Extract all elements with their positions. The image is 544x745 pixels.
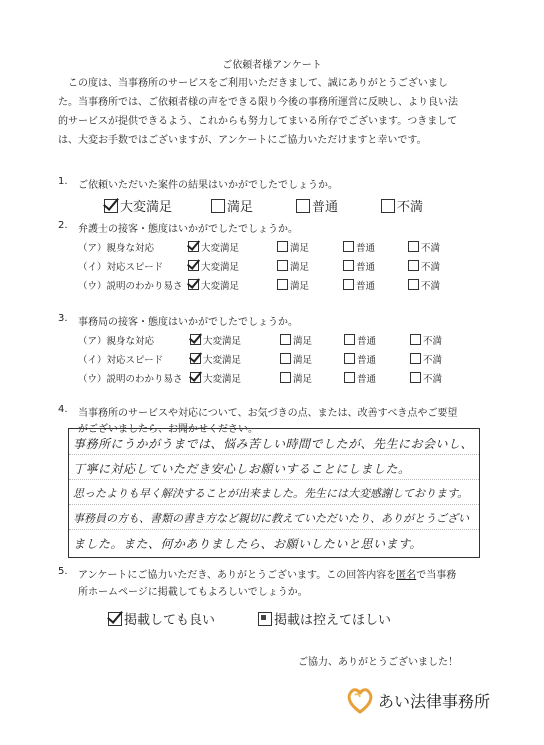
q2-row1-opt3[interactable]: 普通 <box>343 240 375 254</box>
checkbox[interactable] <box>408 260 419 271</box>
q3-row2-opt4[interactable]: 不満 <box>410 352 442 366</box>
q5-text-line1: アンケートにご協力いただき、ありがとうございます。この回答内容を匿名で当事務 <box>78 570 457 581</box>
q2-row3-opt1[interactable]: 大変満足 <box>188 278 239 292</box>
q3-row2-opt1[interactable]: 大変満足 <box>190 352 241 366</box>
q5-option-decline[interactable]: 掲載は控えてほしい <box>258 609 391 628</box>
q2-row2-opt4[interactable]: 不満 <box>408 259 440 273</box>
checkbox[interactable] <box>277 260 288 271</box>
checkbox-checked[interactable] <box>188 279 199 290</box>
q1-option-dissatisfied[interactable]: 不満 <box>381 196 423 215</box>
q3-row3-opt4[interactable]: 不満 <box>410 371 442 385</box>
intro-line: た。当事務所では、ご依頼者様の声をできる限り今後の事務所運営に反映し、より良い法 <box>58 97 458 108</box>
q1-option-normal[interactable]: 普通 <box>296 196 338 215</box>
q3-row3-opt3[interactable]: 普通 <box>344 371 376 385</box>
q3-row-label: （ア）親身な対応 <box>78 336 155 347</box>
q2-row2-opt2[interactable]: 満足 <box>277 259 309 273</box>
checkbox-checked[interactable] <box>108 612 122 626</box>
q3-row1-opt1[interactable]: 大変満足 <box>190 333 241 347</box>
q3-row3-opt2[interactable]: 満足 <box>280 371 312 385</box>
q3-row1-opt4[interactable]: 不満 <box>410 333 442 347</box>
checkbox-checked[interactable] <box>188 241 199 252</box>
checkbox[interactable] <box>410 372 421 383</box>
q5-text-line2: 所ホームページに掲載してもよろしいでしょうか。 <box>78 587 308 598</box>
handwritten-line: 思ったよりも早く解決することが出来ました。先生には大変感謝しております。 <box>73 487 469 500</box>
rule-line <box>69 529 479 530</box>
q5-option-allow[interactable]: 掲載しても良い <box>108 609 215 628</box>
checkbox-checked[interactable] <box>104 199 118 213</box>
checkbox[interactable] <box>296 199 310 213</box>
closing-message: ご協力、ありがとうございました！ <box>298 657 458 668</box>
checkbox[interactable] <box>277 241 288 252</box>
q2-row-label: （ウ）説明のわかり易さ <box>78 281 183 292</box>
checkbox-checked[interactable] <box>190 334 201 345</box>
checkbox[interactable] <box>280 353 291 364</box>
rule-line <box>69 454 479 455</box>
q3-row2-opt3[interactable]: 普通 <box>344 352 376 366</box>
checkbox[interactable] <box>343 241 354 252</box>
checkbox[interactable] <box>410 353 421 364</box>
comment-textarea[interactable] <box>68 428 480 558</box>
q2-row2-opt3[interactable]: 普通 <box>343 259 375 273</box>
q4-text-line1: 当事務所のサービスや対応について、お気づきの点、または、改善すべき点やご要望 <box>78 408 458 419</box>
q2-row1-opt4[interactable]: 不満 <box>408 240 440 254</box>
checkbox[interactable] <box>343 260 354 271</box>
q3-row-label: （イ）対応スピード <box>78 355 164 366</box>
q5-number: 5. <box>58 566 68 577</box>
q3-row1-opt3[interactable]: 普通 <box>344 333 376 347</box>
checkbox[interactable] <box>280 372 291 383</box>
checkbox[interactable] <box>258 612 272 626</box>
q3-text: 事務局の接客・態度はいかがでしたでしょうか。 <box>78 317 298 328</box>
checkbox[interactable] <box>280 334 291 345</box>
q2-row3-opt2[interactable]: 満足 <box>277 278 309 292</box>
checkbox-checked[interactable] <box>188 260 199 271</box>
checkbox[interactable] <box>408 241 419 252</box>
q4-number: 4. <box>58 404 68 415</box>
q3-row-label: （ウ）説明のわかり易さ <box>78 374 183 385</box>
q2-row3-opt3[interactable]: 普通 <box>343 278 375 292</box>
intro-line: 的サービスが提供できるよう、これからも努力してまいる所存でございます。つきまして <box>58 116 458 127</box>
checkbox-checked[interactable] <box>190 372 201 383</box>
q2-number: 2. <box>58 220 68 231</box>
handwritten-line: 事務員の方も、書類の書き方など親切に教えていただいたり、ありがとうござい <box>73 512 469 525</box>
q3-number: 3. <box>58 313 68 324</box>
intro-paragraph <box>58 74 490 150</box>
q1-number: 1. <box>58 176 68 187</box>
checkbox[interactable] <box>344 372 355 383</box>
checkbox-checked[interactable] <box>190 353 201 364</box>
q3-row1-opt2[interactable]: 満足 <box>280 333 312 347</box>
intro-line: この度は、当事務所のサービスをご利用いただきまして、誠にありがとうございまし <box>68 78 448 89</box>
q2-row2-opt1[interactable]: 大変満足 <box>188 259 239 273</box>
firm-logo-text: あい法律事務所 <box>378 692 491 711</box>
rule-line <box>69 504 479 505</box>
q2-row1-opt2[interactable]: 満足 <box>277 240 309 254</box>
q4-text-line2: がございましたら、お聞かせください。 <box>78 424 258 435</box>
checkbox[interactable] <box>344 353 355 364</box>
q1-option-very-satisfied[interactable]: 大変満足 <box>104 196 172 215</box>
checkbox[interactable] <box>277 279 288 290</box>
intro-line: は、大変お手数ではございますが、アンケートにご協力いただけますと幸いです。 <box>58 135 427 146</box>
checkbox[interactable] <box>381 199 395 213</box>
heart-logo-icon <box>345 685 375 715</box>
q1-text: ご依頼いただいた案件の結果はいかがでしたでしょうか。 <box>78 180 338 191</box>
q2-row-label: （ア）親身な対応 <box>78 243 155 254</box>
q2-text: 弁護士の接客・態度はいかがでしたでしょうか。 <box>78 224 298 235</box>
checkbox[interactable] <box>408 279 419 290</box>
handwritten-line: ました。また、何かありましたら、お願いしたいと思います。 <box>73 537 423 551</box>
handwritten-line: 事務所にうかがうまでは、悩み苦しい時間でしたが、先生にお会いし、 <box>73 437 474 451</box>
q3-row2-opt2[interactable]: 満足 <box>280 352 312 366</box>
q2-row3-opt4[interactable]: 不満 <box>408 278 440 292</box>
q2-row-label: （イ）対応スピード <box>78 262 164 273</box>
handwritten-line: 丁寧に対応していただき安心しお願いすることにしました。 <box>73 462 411 476</box>
checkbox[interactable] <box>344 334 355 345</box>
checkbox[interactable] <box>410 334 421 345</box>
checkbox[interactable] <box>211 199 225 213</box>
rule-line <box>69 479 479 480</box>
checkbox[interactable] <box>343 279 354 290</box>
q1-option-satisfied[interactable]: 満足 <box>211 196 253 215</box>
survey-title: ご依頼者様アンケート <box>222 60 322 71</box>
q2-row1-opt1[interactable]: 大変満足 <box>188 240 239 254</box>
q3-row3-opt1[interactable]: 大変満足 <box>190 371 241 385</box>
